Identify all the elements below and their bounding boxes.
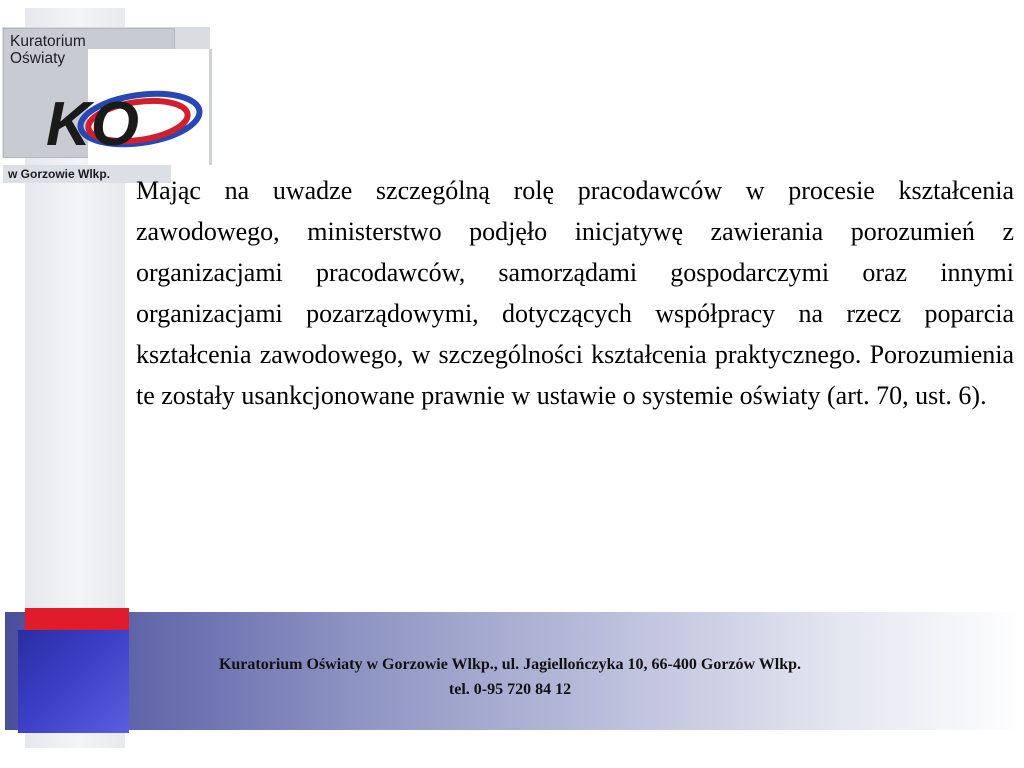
kuratorium-logo (0, 25, 212, 181)
footer-blue-square (18, 630, 129, 733)
footer-phone: tel. 0-95 720 84 12 (448, 681, 572, 698)
logo-footer: w Gorzowie Wlkp. (3, 165, 171, 183)
footer-address: Kuratorium Oświaty w Gorzowie Wlkp., ul. Jagiellończyka 10, 66-400 Gorzów Wlkp. (218, 656, 802, 673)
logo-title: Kuratorium Oświaty (10, 33, 86, 67)
main-paragraph: Mając na uwadze szczególną rolę pracodawców w procesie kształcenia zawodowego, ministerstwo podjęło inicjatywę zawierania porozumień z organizacjami pracodawców, samorządami gospodarczymi oraz innymi organizacjami pozarządowymi, dotyczących współpracy na rzecz poparcia kształcenia zawodowego, w szczególności kształcenia praktycznego. Porozumienia te zostały usankcjonowane prawnie w ustawie o systemie oświaty (art. 70, ust. 6). (136, 176, 1014, 410)
logo-mark-letters: KO (46, 90, 139, 159)
ko-emblem-icon (28, 79, 204, 163)
footer-red-accent (25, 608, 129, 630)
